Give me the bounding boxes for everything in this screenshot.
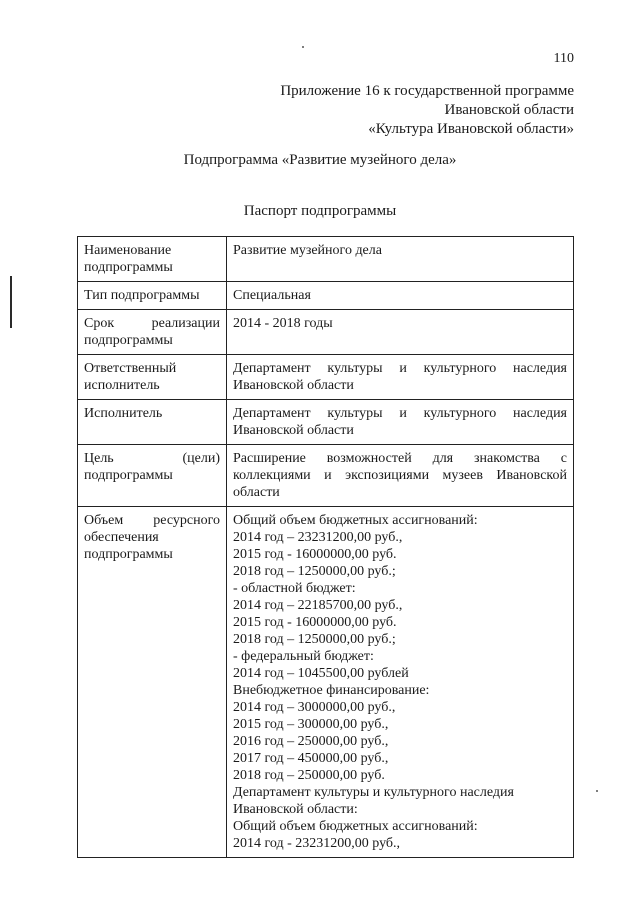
row-value: Развитие музейного дела [227,237,574,282]
scan-speck [596,790,598,792]
scan-speck [302,46,304,48]
passport-title: Паспорт подпрограммы [243,203,397,219]
row-label: Ответственный исполнитель [78,355,227,400]
table-row-funding [78,507,574,858]
row-label: Исполнитель [78,400,227,445]
funding-line: 2018 год – 1250000,00 руб.; [233,632,396,647]
funding-line: 2014 год – 22185700,00 руб., [233,598,403,613]
funding-line: 2018 год – 250000,00 руб. [233,768,385,783]
table-row [78,445,574,507]
funding-line: 2014 год – 23231200,00 руб., [233,530,403,545]
funding-line: Общий объем бюджетных ассигнований: [233,513,478,528]
funding-line: - федеральный бюджет: [233,649,374,664]
table-row [78,400,574,445]
funding-line: 2015 год – 300000,00 руб., [233,717,389,732]
subprogram-title: Подпрограмма «Развитие музейного дела» [183,152,457,168]
table-row [78,310,574,355]
funding-line: 2014 год – 3000000,00 руб., [233,700,396,715]
funding-line: Ивановской области: [233,802,358,817]
table-row [78,282,574,310]
appendix-line-1: Приложение 16 к государственной программе [280,83,574,99]
row-label: Тип подпрограммы [78,282,227,310]
row-value: Департамент культуры и культурного наследия Ивановской области [227,355,574,400]
funding-line: 2018 год – 1250000,00 руб.; [233,564,396,579]
funding-line: 2015 год - 16000000,00 руб. [233,547,397,562]
page-number: 110 [553,51,574,66]
appendix-line-2: Ивановской области [444,102,574,118]
funding-details [227,507,574,858]
row-label: Срок реализации подпрограммы [78,310,227,355]
row-label: Объем ресурсного обеспечения подпрограммы [78,507,227,858]
funding-line: 2017 год – 450000,00 руб., [233,751,389,766]
row-label: Цель (цели) подпрограммы [78,445,227,507]
funding-line: - областной бюджет: [233,581,356,596]
table-row [78,237,574,282]
funding-line: Общий объем бюджетных ассигнований: [233,819,478,834]
row-value: Департамент культуры и культурного наследия Ивановской области [227,400,574,445]
row-value: Специальная [227,282,574,310]
appendix-line-3: «Культура Ивановской области» [368,121,574,137]
passport-table [77,236,574,858]
row-value: 2014 - 2018 годы [227,310,574,355]
funding-line: 2014 год – 1045500,00 рублей [233,666,409,681]
row-value: Расширение возможностей для знакомства с коллекциями и экспозициями музеев Ивановской области [227,445,574,507]
scan-margin-mark [10,276,12,328]
row-label: Наименование подпрограммы [78,237,227,282]
funding-line: 2014 год - 23231200,00 руб., [233,836,401,851]
table-row [78,355,574,400]
funding-line: 2015 год - 16000000,00 руб. [233,615,397,630]
funding-line: 2016 год – 250000,00 руб., [233,734,389,749]
funding-line: Департамент культуры и культурного наследия [233,785,514,800]
funding-line: Внебюджетное финансирование: [233,683,430,698]
appendix-header [280,82,574,139]
